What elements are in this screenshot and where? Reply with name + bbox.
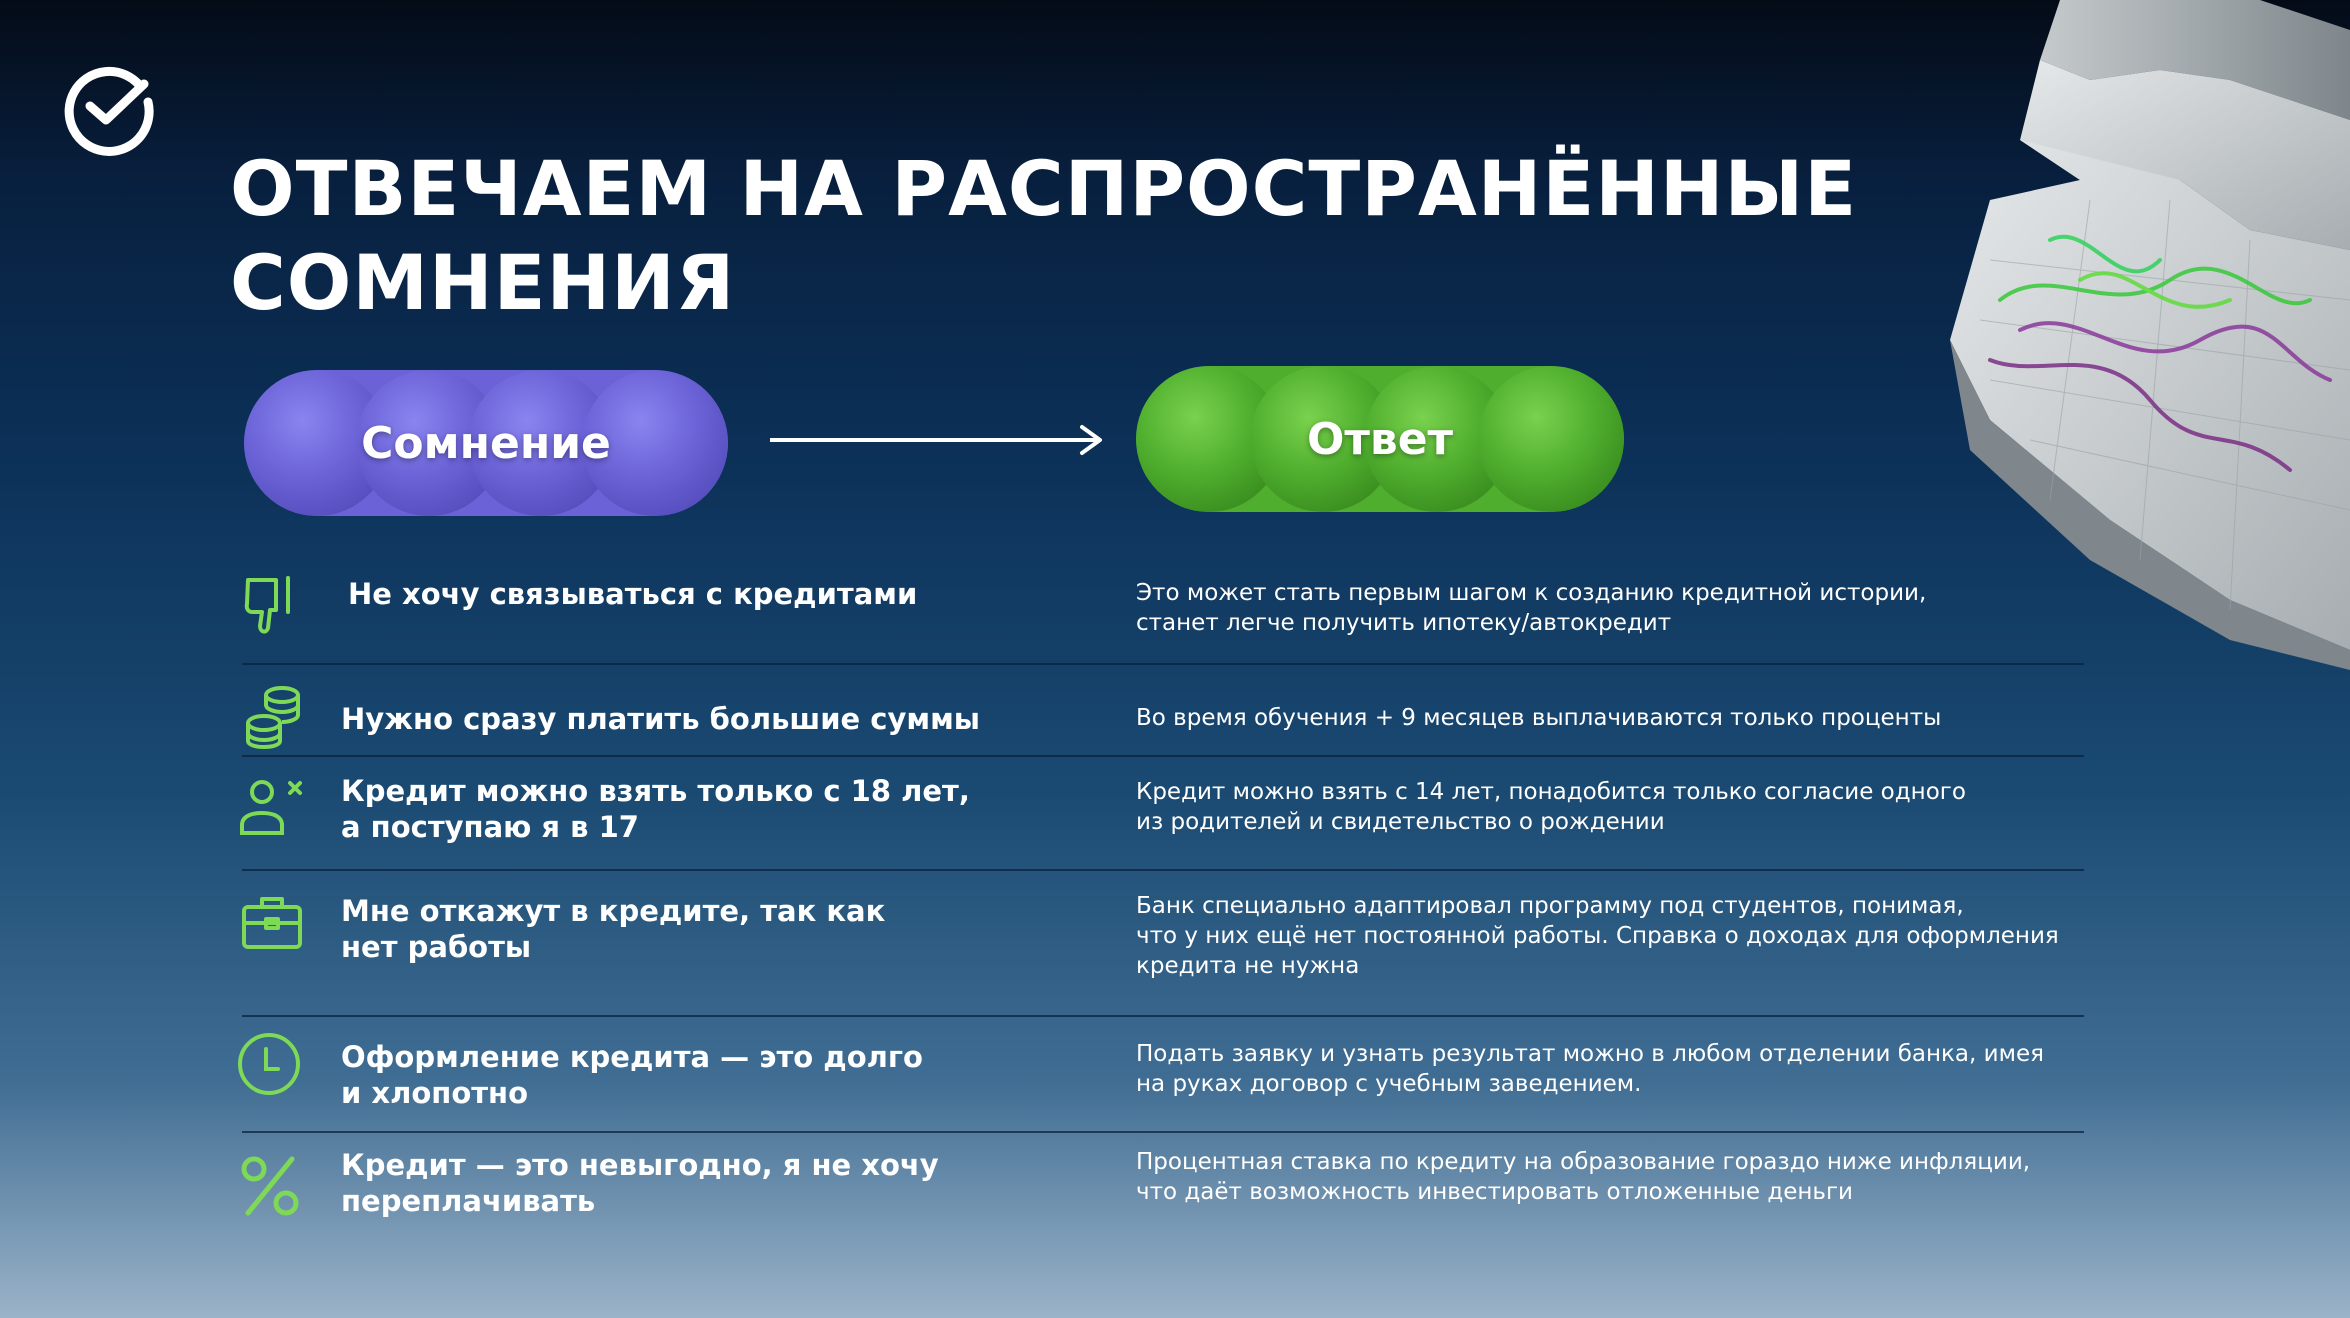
doubt-header-label: Сомнение [361, 417, 611, 469]
answer-text: Кредит можно взять с 14 лет, понадобится только согласие одного [1136, 779, 1966, 805]
row-divider [242, 869, 2084, 871]
answer-header-label: Ответ [1306, 413, 1454, 465]
answer-text: из родителей и свидетельство о рождении [1136, 809, 1665, 835]
doubt-header-pill [244, 370, 728, 516]
answer-text: станет легче получить ипотеку/автокредит [1136, 610, 1672, 636]
answer-text: Это может стать первым шагом к созданию кредитной истории, [1136, 580, 1927, 606]
bank-logo-icon [62, 62, 156, 156]
row-divider [242, 1131, 2084, 1133]
page-title-line-1: ОТВЕЧАЕМ НА РАСПРОСТРАНЁННЫЕ [230, 144, 1858, 233]
question-text: Мне откажут в кредите, так как [341, 894, 886, 928]
clock-icon [236, 1031, 302, 1097]
answer-text: Подать заявку и узнать результат можно в любом отделении банка, имея [1136, 1041, 2044, 1067]
row-divider [242, 663, 2084, 665]
row-divider [242, 755, 2084, 757]
question-text: и хлопотно [341, 1076, 529, 1110]
answer-text: кредита не нужна [1136, 953, 1360, 979]
coins-icon [242, 683, 308, 749]
answer-text: что даёт возможность инвестировать отложенные деньги [1136, 1179, 1853, 1205]
user-age-icon [238, 775, 304, 841]
percent-icon [238, 1153, 304, 1219]
answer-text: Банк специально адаптировал программу под студентов, понимая, [1136, 893, 1964, 919]
arrow-right-icon [768, 424, 1108, 456]
answer-text: на руках договор с учебным заведением. [1136, 1071, 1642, 1097]
question-text: Не хочу связываться с кредитами [348, 577, 918, 611]
question-text: переплачивать [341, 1184, 596, 1218]
question-text: а поступаю я в 17 [341, 810, 639, 844]
decorative-block-image [1930, 0, 2350, 670]
thumbs-down-icon [242, 572, 308, 638]
question-text: нет работы [341, 930, 532, 964]
question-text: Кредит можно взять только с 18 лет, [341, 774, 970, 808]
question-text: Оформление кредита — это долго [341, 1040, 923, 1074]
question-text: Кредит — это невыгодно, я не хочу [341, 1148, 939, 1182]
answer-text: Процентная ставка по кредиту на образование гораздо ниже инфляции, [1136, 1149, 2031, 1175]
question-text: Нужно сразу платить большие суммы [341, 702, 981, 736]
page-title [230, 142, 1857, 330]
briefcase-icon [240, 891, 306, 957]
answer-text: Во время обучения + 9 месяцев выплачиваются только проценты [1136, 705, 1942, 731]
row-divider [242, 1015, 2084, 1017]
answer-header-pill [1136, 366, 1624, 512]
page-title-line-2: СОМНЕНИЯ [230, 238, 736, 327]
answer-text: что у них ещё нет постоянной работы. Справка о доходах для оформления [1136, 923, 2059, 949]
